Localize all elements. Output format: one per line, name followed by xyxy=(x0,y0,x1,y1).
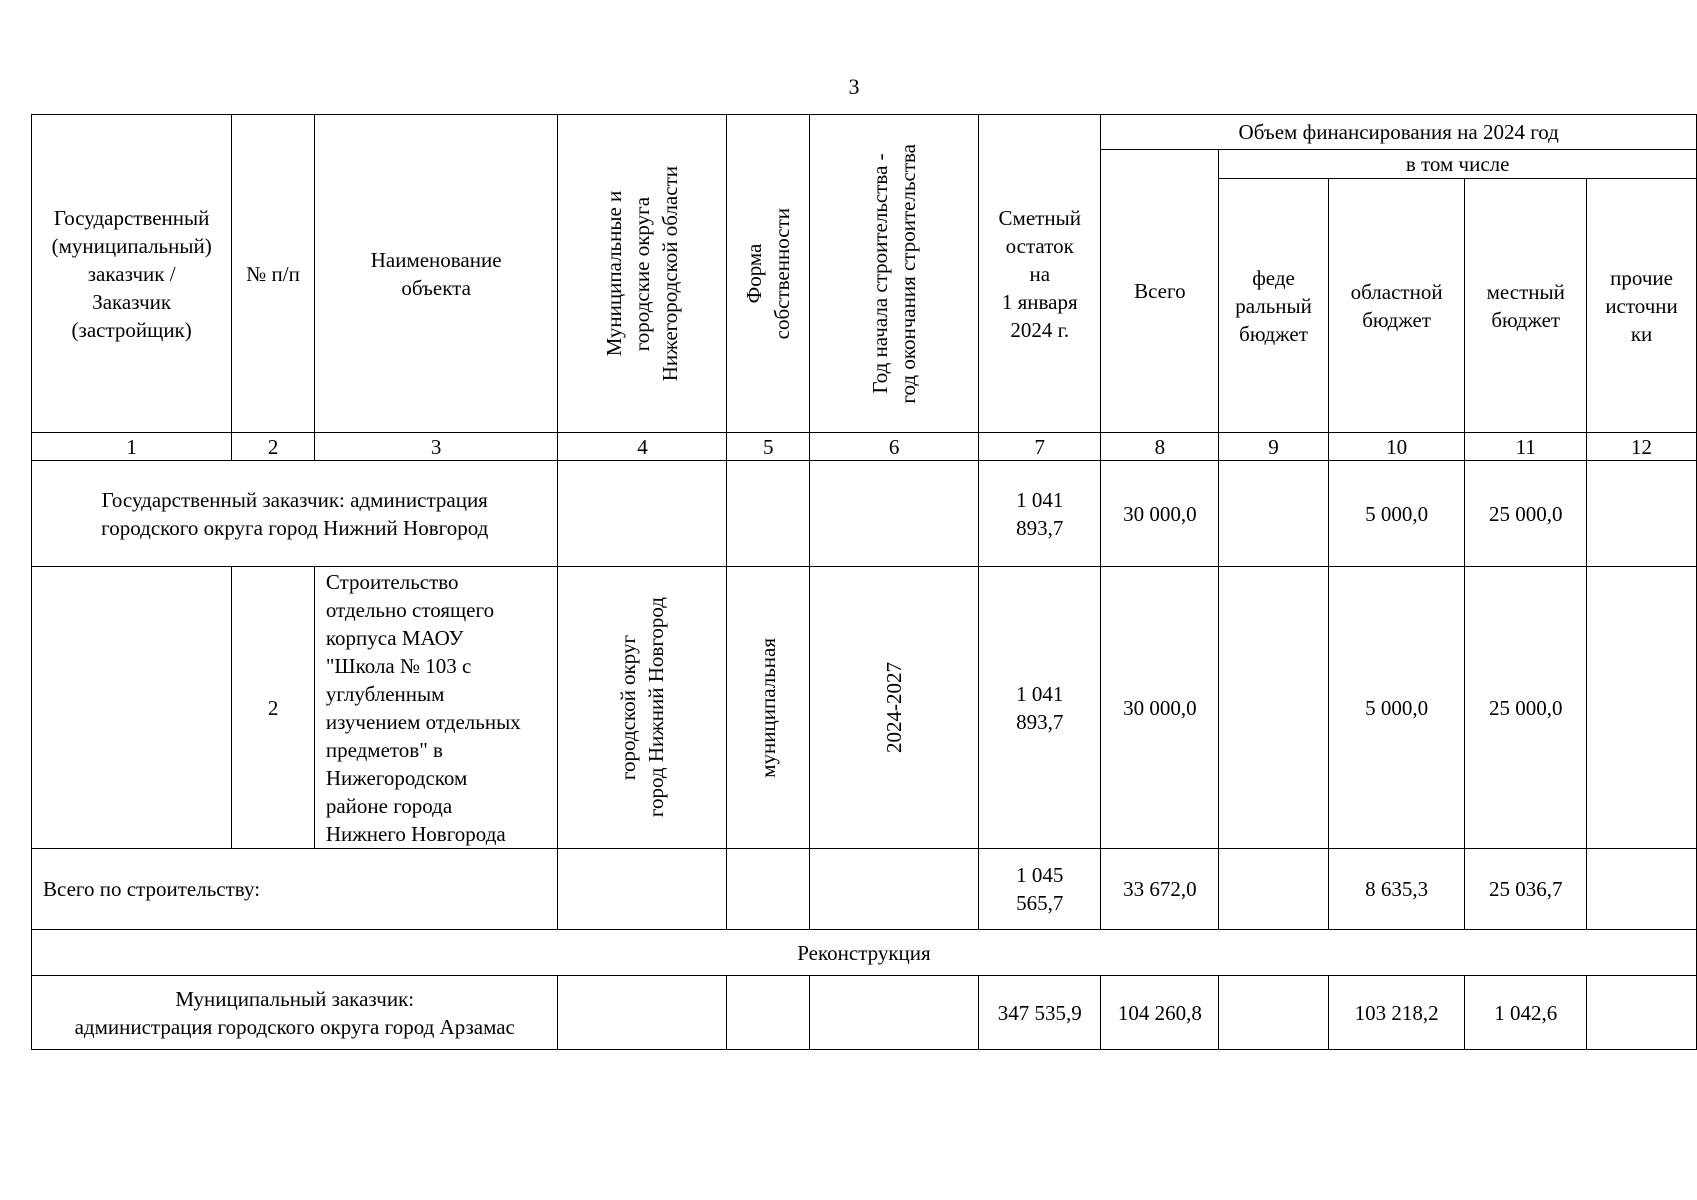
total-value: 104 260,8 xyxy=(1101,976,1219,1050)
municipality-value: городской округ город Нижний Новгород xyxy=(616,597,669,818)
federal-value xyxy=(1219,461,1329,567)
column-number: 2 xyxy=(232,433,315,461)
regional-value: 103 218,2 xyxy=(1328,976,1465,1050)
header-years xyxy=(810,115,979,433)
cell xyxy=(558,976,727,1050)
local-value: 1 042,6 xyxy=(1465,976,1587,1050)
cell xyxy=(810,849,979,930)
total-value: 30 000,0 xyxy=(1101,567,1219,849)
column-number: 5 xyxy=(727,433,810,461)
section-title: Реконструкция xyxy=(32,930,1697,976)
header-years-text: Год начала строительства - год окончания строительства xyxy=(868,143,921,404)
regional-value: 5 000,0 xyxy=(1328,567,1465,849)
financing-table xyxy=(31,114,1697,1050)
federal-value xyxy=(1219,849,1329,930)
header-estimate-balance: Сметный остаток на 1 января 2024 г. xyxy=(979,115,1101,433)
estimate-balance-value: 1 041 893,7 xyxy=(979,461,1101,567)
local-value: 25 000,0 xyxy=(1465,461,1587,567)
header-federal: феде ральный бюджет xyxy=(1219,179,1329,433)
header-funding: Объем финансирования на 2024 год xyxy=(1101,115,1697,150)
header-total: Всего xyxy=(1101,150,1219,433)
years-value: 2024-2027 xyxy=(882,662,907,753)
other-value xyxy=(1587,461,1697,567)
header-other: прочие источни ки xyxy=(1587,179,1697,433)
cell xyxy=(727,849,810,930)
column-number: 7 xyxy=(979,433,1101,461)
row-number: 2 xyxy=(232,567,315,849)
estimate-balance-value: 1 045 565,7 xyxy=(979,849,1101,930)
table-row xyxy=(32,567,1697,849)
header-municipality xyxy=(558,115,727,433)
header-municipality-text: Муниципальные и городские округа Нижегородской области xyxy=(602,165,683,382)
cell xyxy=(810,976,979,1050)
object-name: Строительство отдельно стоящего корпуса МАОУ "Школа № 103 с углубленным изучением отдельных предметов" в Нижегородском районе города Нижнего Новгорода xyxy=(314,567,558,849)
other-value xyxy=(1587,567,1697,849)
column-number: 1 xyxy=(32,433,232,461)
column-number: 11 xyxy=(1465,433,1587,461)
local-value: 25 000,0 xyxy=(1465,567,1587,849)
header-ownership-text: Форма собственности xyxy=(742,207,795,340)
header-including: в том числе xyxy=(1219,150,1697,179)
column-number: 6 xyxy=(810,433,979,461)
header-object-name: Наименование объекта xyxy=(314,115,558,433)
header-local: местный бюджет xyxy=(1465,179,1587,433)
other-value xyxy=(1587,976,1697,1050)
ownership-value: муниципальная xyxy=(756,637,781,778)
column-number: 10 xyxy=(1328,433,1465,461)
table-row xyxy=(32,849,1697,930)
total-value: 33 672,0 xyxy=(1101,849,1219,930)
cell xyxy=(727,461,810,567)
cell xyxy=(558,849,727,930)
column-number: 9 xyxy=(1219,433,1329,461)
estimate-balance-value: 1 041 893,7 xyxy=(979,567,1101,849)
customer-label: Государственный заказчик: администрация городского округа город Нижний Новгород xyxy=(32,461,558,567)
federal-value xyxy=(1219,976,1329,1050)
header-ownership xyxy=(727,115,810,433)
estimate-balance-value: 347 535,9 xyxy=(979,976,1101,1050)
regional-value: 5 000,0 xyxy=(1328,461,1465,567)
table-row xyxy=(32,461,1697,567)
header-customer: Государственный (муниципальный) заказчик / Заказчик (застройщик) xyxy=(32,115,232,433)
cell xyxy=(558,461,727,567)
other-value xyxy=(1587,849,1697,930)
municipality-cell xyxy=(558,567,727,849)
federal-value xyxy=(1219,567,1329,849)
column-number: 4 xyxy=(558,433,727,461)
ownership-cell xyxy=(727,567,810,849)
regional-value: 8 635,3 xyxy=(1328,849,1465,930)
cell xyxy=(727,976,810,1050)
cell xyxy=(810,461,979,567)
header-number: № п/п xyxy=(232,115,315,433)
column-number: 3 xyxy=(314,433,558,461)
page-number: 3 xyxy=(848,74,860,99)
total-value: 30 000,0 xyxy=(1101,461,1219,567)
years-cell xyxy=(810,567,979,849)
customer-label: Муниципальный заказчик: администрация городского округа город Арзамас xyxy=(32,976,558,1050)
local-value: 25 036,7 xyxy=(1465,849,1587,930)
column-number: 8 xyxy=(1101,433,1219,461)
header-regional: областной бюджет xyxy=(1328,179,1465,433)
cell xyxy=(32,567,232,849)
table-row xyxy=(32,976,1697,1050)
column-number: 12 xyxy=(1587,433,1697,461)
total-construction-label: Всего по строительству: xyxy=(32,849,558,930)
